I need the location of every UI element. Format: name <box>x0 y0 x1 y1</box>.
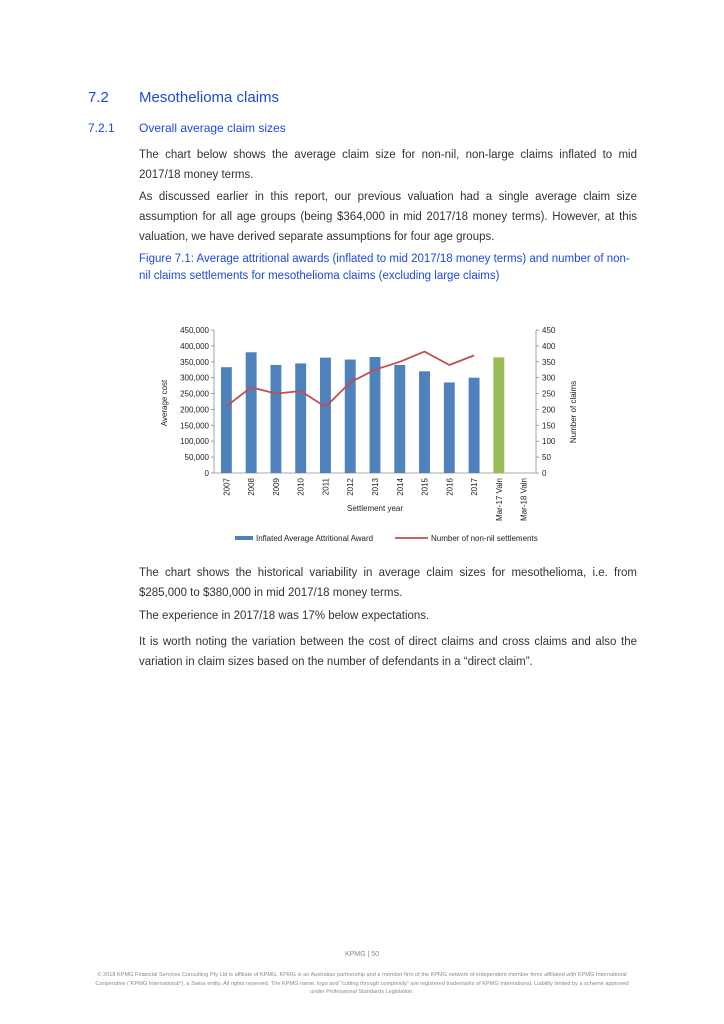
section-number: 7.2 <box>88 89 109 106</box>
legal-notice: © 2018 KPMG Financial Services Consulting Pty Ltd is affiliate of KPMG. KPMG is an Australian partnership and a member firm of the KPMG network of independent member firms affiliated with KPMG International Cooperative (“KPMG International”), a Swiss entity. All rights reserved. The KPMG name, logo and “cutting through complexity” are registered trademarks of KPMG International. Liability limited by a scheme approved under Professional Standards Legislation. <box>95 972 629 995</box>
y-tick-label-left: 50,000 <box>184 453 209 463</box>
y-tick-label-right: 350 <box>542 357 556 367</box>
y-tick-label-left: 200,000 <box>180 405 209 415</box>
x-tick-label: 2016 <box>445 478 455 496</box>
x-tick-label: 2011 <box>321 478 331 496</box>
x-tick-label: 2014 <box>395 478 405 496</box>
y-tick-label-right: 250 <box>542 389 556 399</box>
paragraph-variability: The chart shows the historical variability in average claim sizes for mesothelioma, i.e. from $285,000 to $380,000 in mid 2017/18 money terms. <box>139 567 637 599</box>
y-axis-title-left: Average cost <box>160 379 169 427</box>
bar <box>270 365 281 473</box>
y-tick-label-right: 150 <box>542 421 556 431</box>
x-axis-title: Settlement year <box>346 504 404 513</box>
x-tick-label: 2015 <box>420 478 430 496</box>
y-tick-label-left: 400,000 <box>180 341 209 351</box>
x-tick-label: 2013 <box>371 478 380 496</box>
bar <box>246 352 257 473</box>
x-tick-label: Mar-18 Valn <box>519 478 529 521</box>
figure-caption: Figure 7.1: Average attritional awards (inflated to mid 2017/18 money terms) and number of non-nil claims settlements for mesothelioma claims (excluding large claims) <box>139 253 630 282</box>
y-tick-label-right: 450 <box>542 326 556 335</box>
x-tick-label: 2017 <box>470 478 480 496</box>
bar <box>320 358 331 473</box>
x-tick-label: 2012 <box>346 478 356 496</box>
bar <box>419 371 430 473</box>
x-tick-label: 2007 <box>222 478 232 496</box>
y-tick-label-right: 100 <box>542 437 556 447</box>
y-axis-title-right: Number of claims <box>569 380 578 444</box>
y-tick-label-right: 300 <box>542 373 556 383</box>
x-tick-label: 2010 <box>296 478 306 496</box>
bar <box>221 367 232 473</box>
bar <box>345 360 356 473</box>
bar <box>493 357 504 473</box>
x-tick-label: 2009 <box>271 478 281 496</box>
y-tick-label-right: 0 <box>542 469 547 478</box>
section-title: Mesothelioma claims <box>139 89 280 106</box>
y-tick-label-right: 400 <box>542 341 556 351</box>
section-heading <box>88 89 279 106</box>
paragraph-previous-valuation: As discussed earlier in this report, our previous valuation had a single average claim size assumption for all age groups (being $364,000 in mid 2017/18 money terms). However, at this valuation, we have derived separate assumptions for four age groups. <box>139 191 637 243</box>
y-tick-label-right: 200 <box>542 405 556 415</box>
y-tick-label-left: 300,000 <box>180 373 209 383</box>
paragraph-experience: The experience in 2017/18 was 17% below expectations. <box>139 610 430 622</box>
paragraph-direct-claims: It is worth noting the variation between the cost of direct claims and cross claims and also the variation in claim sizes based on the number of defendants in a “direct claim”. <box>139 636 637 668</box>
legend-label-bar: Inflated Average Attritional Award <box>256 534 374 543</box>
page-number: KPMG | 50 <box>344 951 380 958</box>
combo-chart <box>150 318 590 548</box>
y-tick-label-left: 150,000 <box>180 421 209 431</box>
paragraph-chart-intro: The chart below shows the average claim size for non-nil, non-large claims inflated to mid 2017/18 money terms. <box>139 149 637 181</box>
y-tick-label-left: 100,000 <box>180 437 209 447</box>
x-tick-label: Mar-17 Valn <box>494 478 504 521</box>
bar <box>295 363 306 473</box>
y-tick-label-left: 250,000 <box>180 389 209 399</box>
bar <box>469 378 480 473</box>
bar <box>444 382 455 473</box>
y-tick-label-left: 0 <box>204 469 209 478</box>
legend-label-line: Number of non-nil settlements <box>431 534 538 543</box>
subsection-heading <box>88 121 286 135</box>
y-tick-label-right: 50 <box>542 453 551 463</box>
bar <box>370 357 381 473</box>
legend-swatch-bar <box>235 536 253 540</box>
bar <box>394 365 405 473</box>
x-tick-label: 2008 <box>247 478 257 496</box>
y-tick-label-left: 350,000 <box>180 357 209 367</box>
subsection-title: Overall average claim sizes <box>139 121 286 135</box>
y-tick-label-left: 450,000 <box>180 326 209 335</box>
chart-svg <box>150 318 590 548</box>
subsection-number: 7.2.1 <box>88 121 115 135</box>
